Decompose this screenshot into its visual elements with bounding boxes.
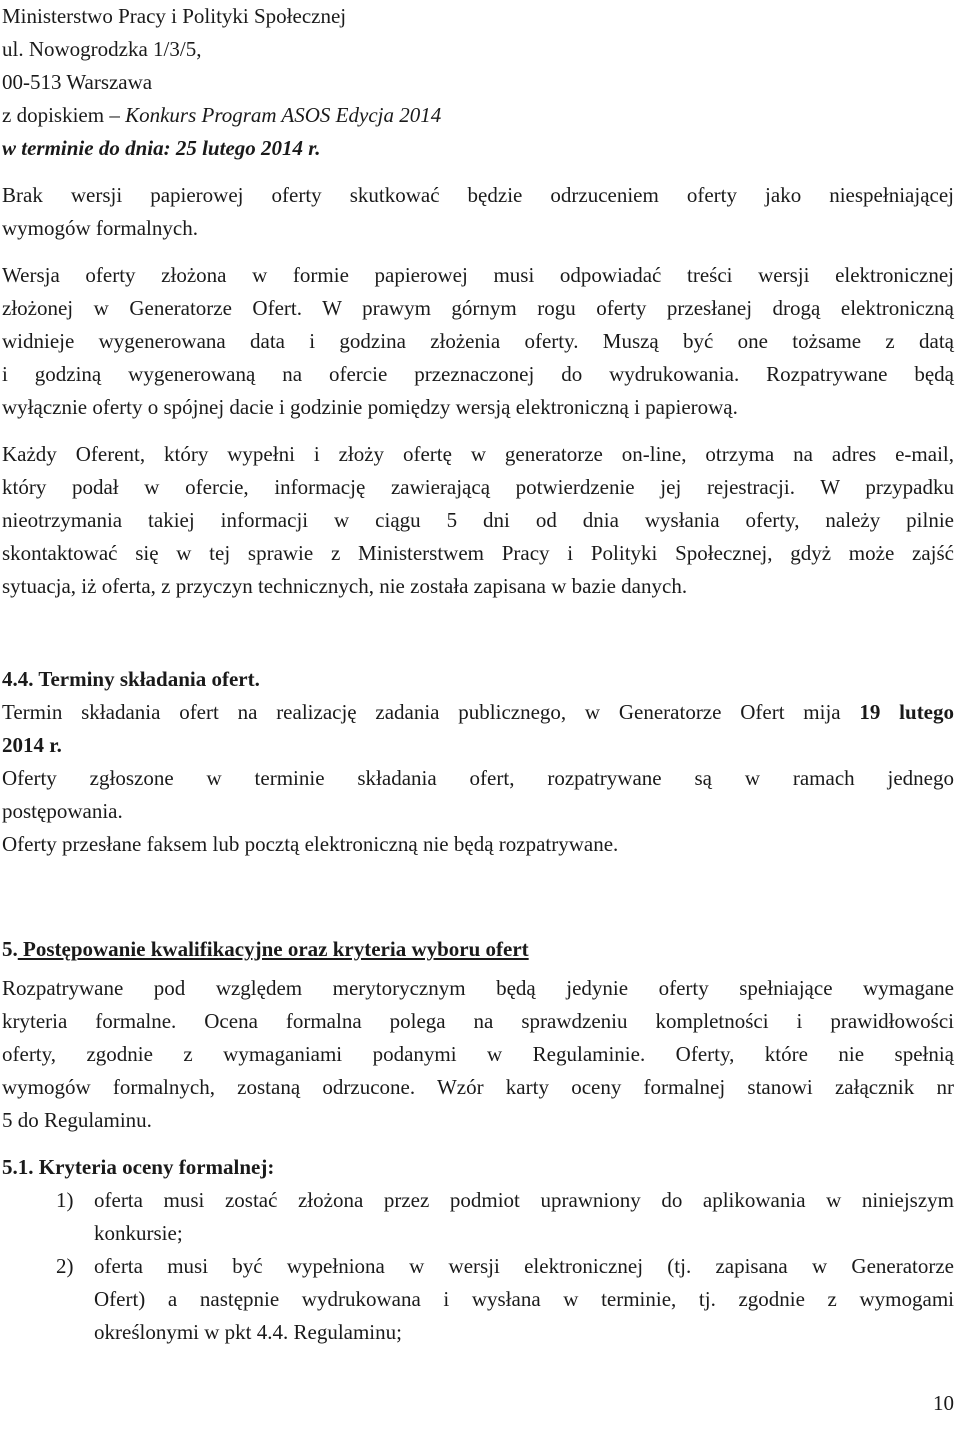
address-deadline: w terminie do dnia: 25 lutego 2014 r. xyxy=(2,136,321,160)
address-line-street: ul. Nowogrodzka 1/3/5, xyxy=(2,37,202,61)
spacer xyxy=(2,1137,954,1151)
spacer xyxy=(2,603,954,663)
criteria-list xyxy=(2,1184,954,1349)
spacer xyxy=(2,861,954,933)
section-4-4-deadline-line: Termin składania ofert na realizację zadania publicznego, w Generatorze Ofert mija 19 lutego xyxy=(2,700,955,724)
list-item-number: 2) xyxy=(56,1254,74,1278)
section-5-1-heading: 5.1. Kryteria oceny formalnej: xyxy=(2,1155,275,1179)
address-block xyxy=(2,0,954,165)
section-5-1 xyxy=(2,1151,954,1349)
section-5-heading: 5. Postępowanie kwalifikacyjne oraz kryteria wyboru ofert xyxy=(2,937,529,961)
list-item: 2) oferta musi być wypełniona w wersji elektronicznej (tj. zapisana w Generatorze Ofert) a następnie wydrukowana i wysłana w terminie, tj. zgodnie z wymogami określonymi w pkt 4.4. Regulaminu; xyxy=(2,1250,954,1349)
spacer xyxy=(2,424,954,438)
section-4-4-deadline-year: 2014 r. xyxy=(2,733,62,757)
address-line-ministry: Ministerstwo Pracy i Polityki Społecznej xyxy=(2,4,347,28)
section-4-4-heading: 4.4. Terminy składania ofert. xyxy=(2,667,260,691)
address-annotation: z dopiskiem – Konkurs Program ASOS Edycja 2014 xyxy=(2,103,442,127)
spacer xyxy=(2,165,954,179)
list-item-number: 1) xyxy=(56,1188,74,1212)
spacer xyxy=(2,245,954,259)
section-5: 5. Postępowanie kwalifikacyjne oraz kryteria wyboru ofert Rozpatrywane pod względem merytorycznym będą jedynie oferty spełniające wymagane kryteria formalne. Ocena formalna polega na sprawdzeniu kompletności i prawidłowości oferty, zgodnie z wymaganiami podanymi w Regulaminie. Oferty, które nie spełnią wymogów formalnych, zostaną odrzucone. Wzór karty oceny formalnej stanowi załącznik nr 5 do Regulaminu. xyxy=(2,933,954,1137)
paragraph-missing-paper-version: Brak wersji papierowej oferty skutkować będzie odrzuceniem oferty jako niespełniającej wymogów formalnych. xyxy=(2,183,954,240)
list-item: 1) oferta musi zostać złożona przez podmiot uprawniony do aplikowania w niniejszym konkursie; xyxy=(2,1184,954,1250)
annotation-program-name: Konkurs Program ASOS Edycja 2014 xyxy=(125,103,442,127)
page-number: 10 xyxy=(933,1391,954,1415)
paragraph-confirmation: Każdy Oferent, który wypełni i złoży ofertę w generatorze on-line, otrzyma na adres e-mail, który podał w ofercie, informację zawierającą potwierdzenie jej rejestracji. W przypadku nieotrzymania takiej informacji w ciągu 5 dni od dnia wysłania oferty, należy pilnie skontaktować się w tej sprawie z Ministerstwem Pracy i Polityki Społecznej, gdyż może zajść sytuacja, iż oferta, z przyczyn technicznych, nie została zapisana w bazie danych. xyxy=(2,442,954,598)
section-4-4: 4.4. Terminy składania ofert. Termin składania ofert na realizację zadania publicznego, w Generatorze Ofert mija 19 lutego 2014 r. Oferty zgłoszone w terminie składania ofert, rozpatrywane są w ramach jednego postępowania. Oferty przesłane faksem lub pocztą elektroniczną nie będą rozpatrywane. xyxy=(2,663,954,861)
paragraph-paper-version: Wersja oferty złożona w formie papierowej musi odpowiadać treści wersji elektronicznej złożonej w Generatorze Ofert. W prawym górnym rogu oferty przesłanej drogą elektroniczną widnieje wygenerowana data i godzina złożenia oferty. Muszą być one tożsame z datą i godziną wygenerowaną na ofercie przeznaczonej do wydrukowania. Rozpatrywane będą wyłącznie oferty o spójnej dacie i godzinie pomiędzy wersją elektroniczną i papierową. xyxy=(2,263,954,419)
address-line-city: 00-513 Warszawa xyxy=(2,70,153,94)
